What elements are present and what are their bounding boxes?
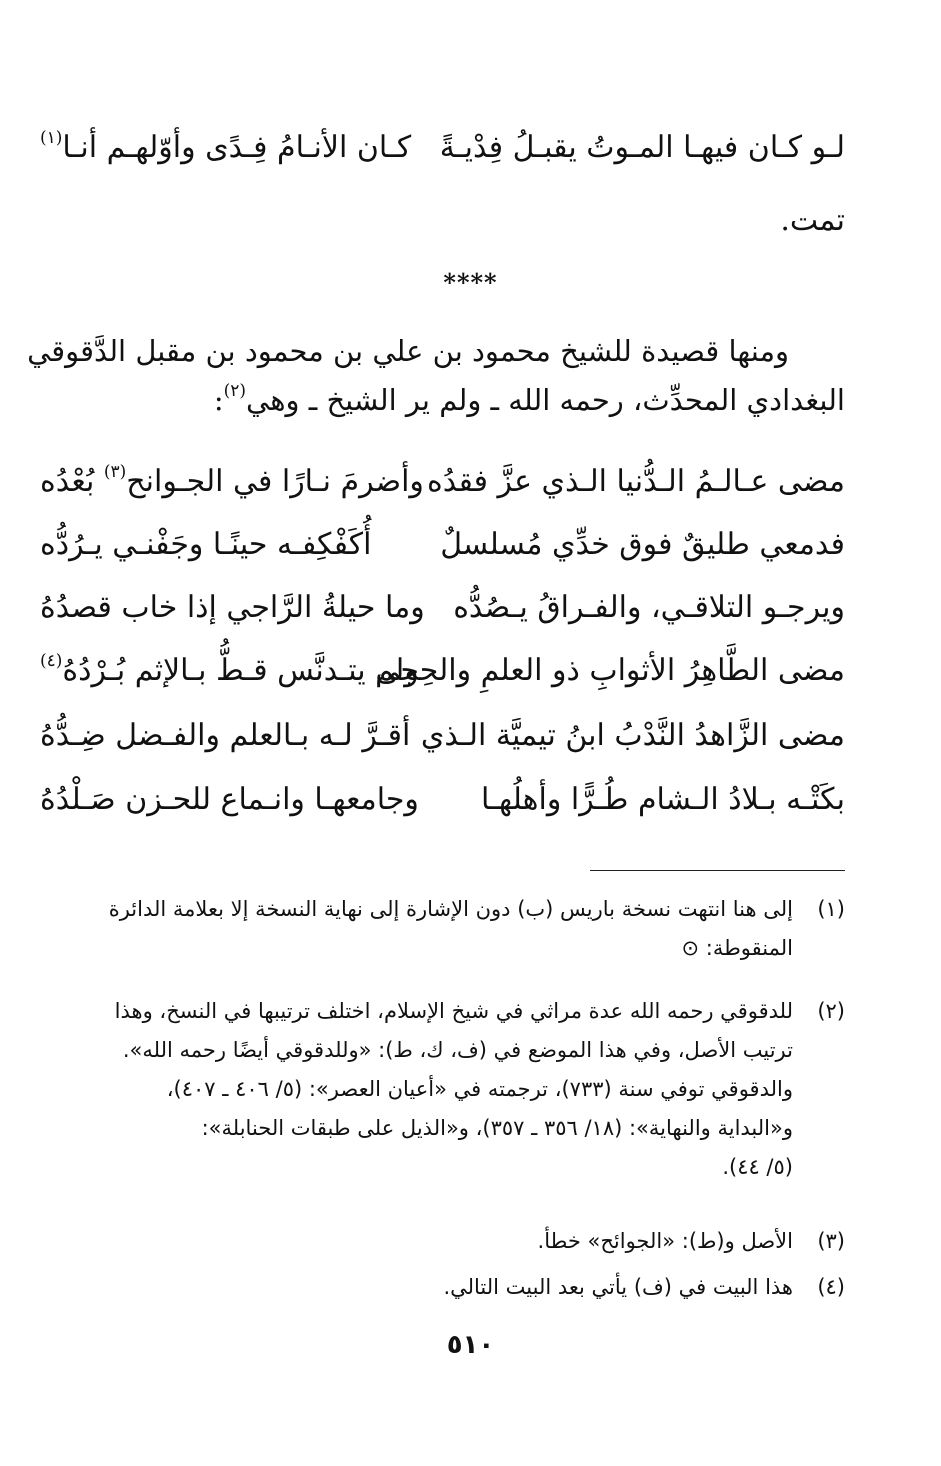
footnote [40,992,845,1187]
footnote-marker: (٢) [223,381,247,401]
verse-first-hemistich: فدمعي طليقٌ فوق خدِّي مُسلسلٌ [440,527,845,562]
intro-line-2 [40,376,845,425]
verse-first-hemistich: لـو كـان فيهـا المـوتُ يقبـلُ فِدْيـةً [439,130,845,165]
footnote-marker: (١) [40,128,63,148]
verse-first-hemistich: بكَتْـه بـلادُ الـشام طُـرًّا وأهلُهـا [480,782,845,817]
page-number: ٥١٠ [446,1330,495,1360]
hemistich-text-end: بُعْدُه [40,464,95,499]
poem-verse [40,770,845,830]
intro-line-2-text: البغدادي المحدِّث، رحمه الله ـ ولم ير الشيخ ـ وهي [246,383,845,417]
footnote-number: (١) [817,897,845,921]
verse-first-hemistich: مضى الزَّاهدُ النَّدْبُ ابنُ تيميَّة الـذي [420,718,845,753]
footnote [40,1222,845,1261]
footnote-line: إلى هنا انتهت نسخة باريس (ب) دون الإشارة إلى نهاية النسخة إلا بعلامة الدائرة [108,897,793,921]
verse-second-hemistich: وجامعهـا وانـماع للحـزن صَـلْدُهُ [40,782,419,817]
footnote-line: والدقوقي توفي سنة (٧٣٣)، ترجمته في «أعيان العصر»: (٥/ ٤٠٦ ـ ٤٠٧)، [166,1077,793,1101]
footnote-separator-line [590,870,845,871]
poem-verse [40,706,845,766]
poem-verse [40,578,845,638]
footnote [40,890,845,968]
footnote-number: (٢) [817,999,845,1023]
opening-verse [40,118,845,178]
poem-verse [40,452,845,512]
verse-first-hemistich: مضى عـالـمُ الـدُّنيا الـذي عزَّ فقدُه [427,464,845,499]
verse-first-hemistich: مضى الطَّاهِرُ الأثوابِ ذو العلمِ والحِجى [375,653,845,688]
footnote-line: للدقوقي رحمه الله عدة مراثي في شيخ الإسلام، اختلف ترتيبها في النسخ، وهذا [114,999,793,1023]
poem-verse [40,641,845,701]
poem-verse [40,515,845,575]
footnote-line: و«البداية والنهاية»: (١٨/ ٣٥٦ ـ ٣٥٧)، و«الذيل على طبقات الحنابلة»: [201,1116,793,1140]
footnote-line: الأصل و(ط): «الجوائح» خطأ. [537,1229,793,1253]
hemistich-text: كـان الأنـامُ فِـدًى وأوّلهـم أنـا [62,130,412,165]
verse-first-hemistich: ويرجـو التلاقـي، والفـراقُ يـصُدُّه [453,590,845,625]
footnote-marker: (٣) [103,462,127,482]
verse-second-hemistich [40,641,419,701]
intro-line-2-tail: : [213,383,224,417]
footnote-line: (٥/ ٤٤). [722,1155,793,1179]
footnote [40,1268,845,1307]
footnote-line: المنقوطة: ⊙ [681,936,793,960]
hemistich-text: ولم يتـدنَّس قـطُّ بـالإثم بُـرْدُهُ [62,653,419,688]
verse-second-hemistich: أُكَفْكِفـه حينًـا وجَفْنـي يـرُدُّه [40,527,372,562]
footnote-marker: (٤) [40,651,63,671]
hemistich-text: وأضرمَ نـارًا في الجـوانح [126,464,424,499]
intro-paragraph [27,327,845,425]
intro-line-1: ومنها قصيدة للشيخ محمود بن علي بن محمود بن مقبل الدَّقوقي [27,334,789,368]
footnote-line: ترتيب الأصل، وفي هذا الموضع في (ف، ك، ط): «وللدقوقي أيضًا رحمه الله». [122,1038,793,1062]
verse-second-hemistich [40,118,411,178]
verse-second-hemistich: أقـرَّ لـه بـالعلم والفـضل ضِـدُّهُ [40,718,411,753]
footnote-number: (٤) [817,1275,845,1299]
ending-word: تمت. [780,203,845,238]
verse-second-hemistich: وما حيلةُ الرَّاجي إذا خاب قصدُهُ [40,590,425,625]
section-separator: **** [443,268,498,297]
footnote-line: هذا البيت في (ف) يأتي بعد البيت التالي. [443,1275,793,1299]
verse-second-hemistich [40,452,424,512]
footnote-number: (٣) [817,1229,845,1253]
